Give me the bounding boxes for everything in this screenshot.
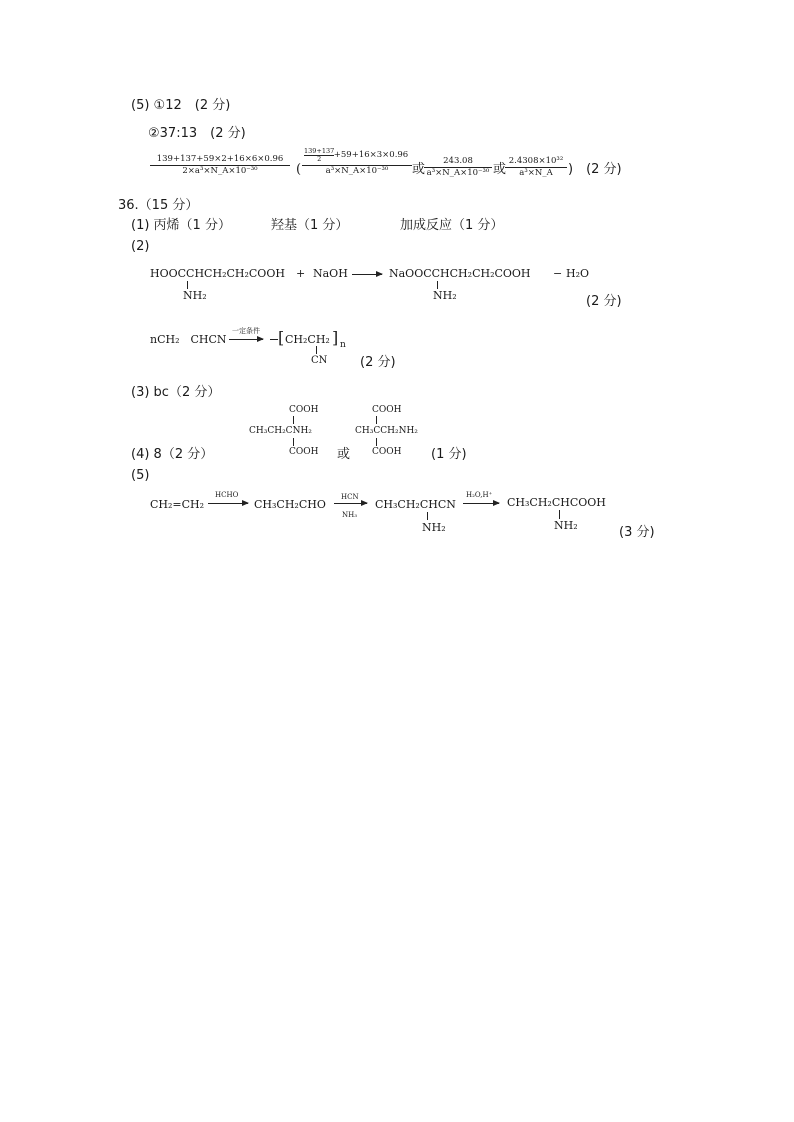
route-product-bond (559, 510, 560, 519)
eq1-score: (2 分) (586, 294, 622, 309)
q36-part5: (5) (131, 468, 150, 483)
formula-2-inner-num: 139+137 (304, 147, 335, 155)
or-1: 或 (412, 162, 426, 177)
formula-2-inner-den: 2 (304, 155, 334, 163)
route-intermediate2: CH₃CH₂CHCN (375, 498, 456, 511)
eq1-bond-left (187, 281, 188, 289)
formula-4-denominator: a³×N_A (505, 167, 567, 178)
route-product-nh2: NH₂ (554, 519, 578, 532)
s2-bond-top (376, 416, 377, 424)
eq2-bracket-right: ] (332, 328, 339, 347)
q35-part5-line2: ②37:13 (2 分) (148, 126, 246, 141)
s2-mid: CH₃CCH₂NH₂ (355, 426, 418, 436)
formula-score: ) (2 分) (568, 162, 622, 177)
route-intermediate1: CH₃CH₂CHO (254, 498, 326, 511)
s1-bond-bottom (293, 438, 294, 446)
q35-part5-line1: (5) ①12 (2 分) (131, 98, 231, 113)
q36-part4-score: (1 分) (431, 447, 467, 462)
eq2-subscript-n: n (340, 340, 346, 350)
q36-part1-b: 羟基（1 分） (271, 218, 349, 233)
q36-part4: (4) 8（2 分） (131, 447, 214, 462)
eq1-plus: + (296, 267, 306, 280)
eq1-product: NaOOCCHCH₂CH₂COOH (389, 267, 531, 280)
formula-2-denominator: a³×N_A×10⁻³⁰ (302, 165, 412, 176)
route-i2-nh2: NH₂ (422, 521, 446, 534)
eq1-reactant: HOOCCHCH₂CH₂COOH (150, 267, 285, 280)
s1-bottom: COOH (289, 447, 319, 457)
formula-2-numerator-rest: +59+16×3×0.96 (333, 150, 409, 160)
formula-1-denominator: 2×a³×N_A×10⁻³⁰ (150, 165, 290, 176)
s1-bond-top (293, 416, 294, 424)
eq2-polymer-unit: CH₂CH₂ (285, 333, 330, 346)
eq2-condition: 一定条件 (232, 327, 260, 335)
route-cond2-bottom: NH₃ (342, 511, 358, 519)
eq1-nh2-left: NH₂ (183, 289, 207, 302)
route-arrow3 (463, 503, 499, 504)
formula-3 (424, 157, 492, 177)
s1-top: COOH (289, 405, 319, 415)
s1-mid: CH₃CH₂CNH₂ (249, 426, 312, 436)
or-2: 或 (493, 162, 507, 177)
formula-1-numerator: 139+137+59×2+16×6×0.96 (156, 154, 284, 164)
eq1-water: H₂O (566, 267, 590, 280)
route-score: (3 分) (619, 525, 655, 540)
eq2-bond (316, 346, 317, 354)
q36-part1-c: 加成反应（1 分） (400, 218, 504, 233)
eq1-nh2-right: NH₂ (433, 289, 457, 302)
route-arrow2 (334, 503, 367, 504)
q36-part1: (1) 丙烯（1 分） (131, 218, 231, 233)
s2-bond-bottom (376, 438, 377, 446)
route-cond1: HCHO (215, 491, 239, 499)
q36-part3: (3) bc（2 分） (131, 385, 221, 400)
s2-top: COOH (372, 405, 402, 415)
open-paren: ( (296, 162, 302, 177)
formula-2-numerator (302, 147, 412, 163)
formula-4 (505, 157, 567, 177)
s2-bottom: COOH (372, 447, 402, 457)
q36-header: 36.（15 分） (118, 198, 199, 213)
eq1-minus: − (553, 267, 563, 280)
eq1-bond-right (437, 281, 438, 289)
route-cond3: H₂O,H⁺ (466, 491, 493, 499)
formula-1 (150, 155, 290, 175)
q36-part4-or: 或 (337, 447, 351, 462)
route-start: CH₂=CH₂ (150, 498, 205, 511)
formula-2-inner-fraction (304, 148, 334, 162)
formula-4-numerator: 2.4308×10³² (508, 156, 564, 166)
formula-2 (302, 147, 412, 176)
eq2-chain-left (270, 339, 278, 340)
route-arrow1 (208, 503, 248, 504)
route-product: CH₃CH₂CHCOOH (507, 496, 606, 509)
eq2-score: (2 分) (360, 355, 396, 370)
q36-part2: (2) (131, 239, 150, 254)
eq1-naoh: NaOH (313, 267, 348, 280)
eq2-monomer: nCH₂ CHCN (150, 333, 227, 346)
eq2-cn: CN (311, 355, 328, 366)
eq1-arrow (352, 274, 382, 275)
route-cond2-top: HCN (341, 493, 359, 501)
formula-3-numerator: 243.08 (443, 156, 473, 166)
eq2-arrow (229, 339, 263, 340)
eq2-bracket-left: [ (278, 328, 285, 347)
route-i2-bond (427, 512, 428, 520)
formula-3-denominator: a³×N_A×10⁻³⁰ (424, 167, 492, 178)
